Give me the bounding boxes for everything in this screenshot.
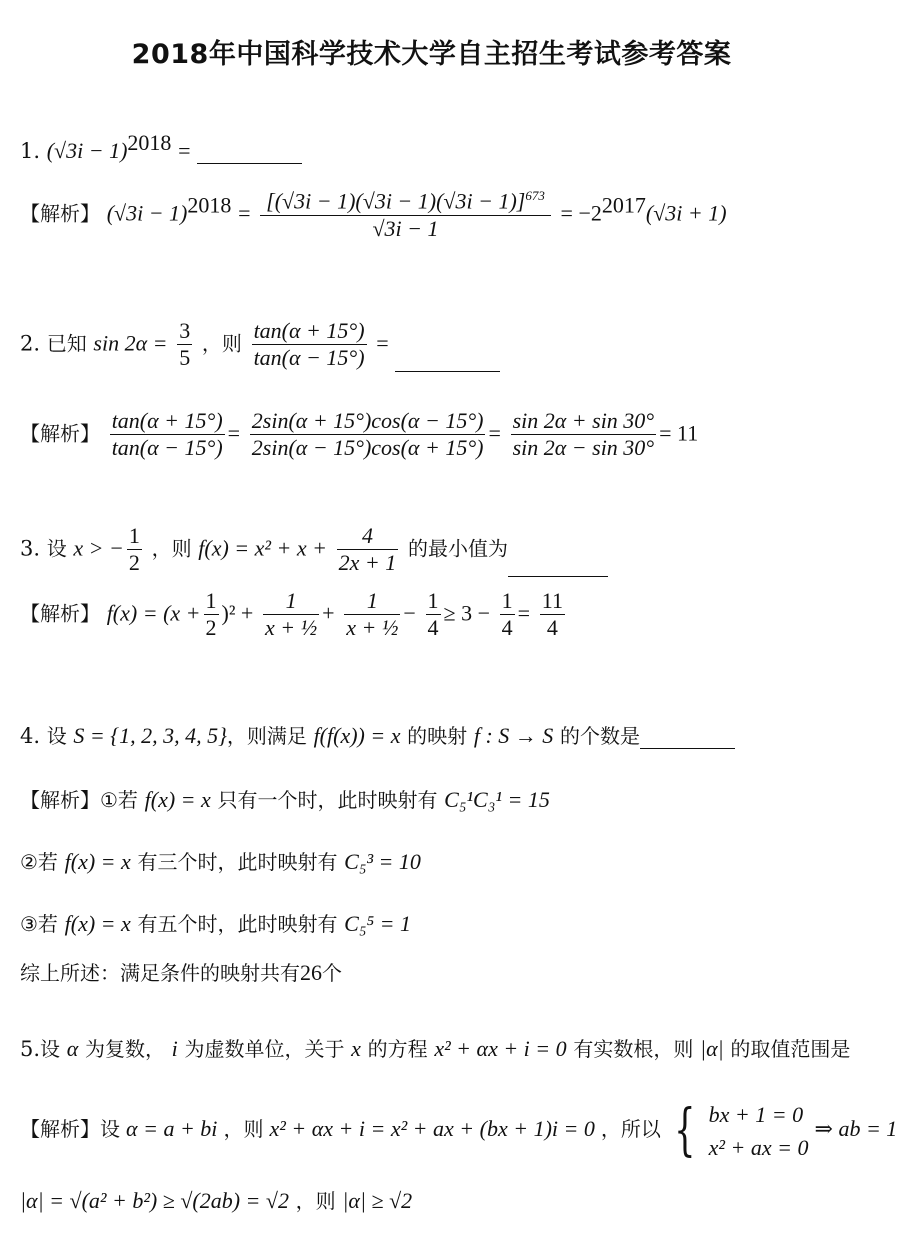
math-expression: (√3i + 1) [645, 200, 727, 226]
solution-4-summary [20, 957, 342, 986]
numerator: 1 [263, 588, 319, 615]
text: 的个数是 [559, 724, 640, 748]
denominator: 4 [501, 615, 513, 641]
math-expression: |α| = √(a² + b²) ≥ √(2ab) = √2 [20, 1188, 289, 1213]
numerator: 1 [426, 588, 441, 615]
text: 综上所述：满足条件的映射共有 [20, 961, 300, 985]
question-3 [20, 523, 608, 577]
text: ，则 [201, 331, 242, 356]
fraction [540, 588, 565, 642]
page-title: 2018年中国科学技术大学自主招生考试参考答案 [131, 39, 732, 70]
numerator: 2sin(α + 15°)cos(α − 15°) [250, 408, 486, 435]
text: ①若 [100, 788, 138, 812]
numerator: tan(α + 15°) [110, 408, 225, 435]
math-expression: x [351, 1036, 361, 1061]
system-equation: bx + 1 = 0 [708, 1102, 804, 1127]
denominator: 2 [128, 550, 140, 576]
brace-icon: { [674, 1098, 696, 1163]
text: ，则 [295, 1189, 336, 1213]
denominator: sin 2α − sin 30° [512, 435, 655, 461]
answer-blank [197, 163, 302, 164]
denominator: tan(α − 15°) [253, 345, 365, 371]
math-expression: f(x) = x [64, 849, 131, 874]
question-number: 2. [20, 331, 41, 356]
math-expression: x² + αx + i = x² + ax + (bx + 1)i = 0 [269, 1116, 595, 1141]
numerator: 3 [177, 318, 192, 345]
fraction [127, 523, 142, 577]
question-number: 4. [20, 724, 41, 748]
math-expression: f(f(x)) = x [313, 723, 401, 748]
denominator: tan(α − 15°) [111, 435, 223, 461]
math-expression: C₅³ = 10 [344, 849, 421, 874]
denominator: x + ½ [265, 615, 318, 641]
text: 的方程 [367, 1037, 428, 1061]
question-number: 5. [20, 1037, 41, 1061]
fraction [250, 408, 486, 462]
text: 的映射 [407, 724, 468, 748]
math-expression: = −2 [560, 200, 602, 226]
fraction [260, 188, 551, 242]
denominator: √3i − 1 [372, 215, 439, 241]
numerator: 1 [127, 523, 142, 550]
fraction [500, 588, 515, 642]
analysis-tag: 【解析】 [20, 788, 100, 812]
fraction [426, 588, 441, 642]
fraction [344, 588, 400, 642]
text: 为复数， [84, 1037, 165, 1061]
math-expression: |α| [700, 1036, 724, 1061]
math-expression: f(x) = x [144, 787, 211, 812]
math-expression: x² + αx + i = 0 [434, 1036, 567, 1061]
fraction [263, 588, 319, 642]
analysis-tag: 【解析】 [20, 1117, 100, 1141]
numerator: tan(α + 15°) [252, 318, 367, 345]
fraction: $\frac{1}{2}$ [205, 588, 217, 641]
text: ，则 [151, 536, 192, 561]
text: 设 [46, 724, 67, 748]
solution-4-line-1 [20, 784, 550, 813]
question-5 [20, 1033, 850, 1062]
text: ，则满足 [226, 724, 307, 748]
text: 设 [100, 1117, 120, 1141]
answer-blank [640, 748, 735, 749]
denominator: 4 [427, 615, 439, 641]
question-2: 2. 已知 sin 2α = $\frac{3}{5}$ ，则 $\frac{\tan(\alpha + 15^\circ)}{\tan(\alpha - 15^\circ)}$ = [20, 318, 500, 372]
solution-4-line-3 [20, 908, 411, 937]
equals: = [178, 138, 191, 163]
denominator: x + ½ [346, 615, 399, 641]
numerator: 11 [540, 588, 565, 615]
text: 设 [40, 1037, 61, 1061]
solution-1: 【解析】 $(√3i - 1)^{2018}$ = $\frac{[(√3i - 1)(√3i - 1)(√3i - 1)]^{673}}{√3i - 1}$ = $-2^{2017}(√3i + 1)$ [20, 188, 727, 241]
exponent: 2018 [187, 192, 232, 218]
numerator: 1 [500, 588, 515, 615]
math-expression: C₅¹C₃¹ = 15 [444, 787, 550, 812]
fraction [511, 408, 657, 462]
math-expression: f(x) = x² + x + [198, 535, 327, 561]
text: 为虚数单位，关于 [184, 1037, 345, 1061]
math-expression: sin 2α = [93, 330, 168, 356]
fraction [252, 318, 367, 372]
math-expression: i [171, 1036, 178, 1061]
text: ③若 [20, 912, 58, 936]
math-expression: f(x) = (x + [106, 600, 201, 626]
analysis-tag: 【解析】 [20, 421, 100, 446]
text: 个 [322, 961, 342, 985]
denominator: 5 [179, 345, 191, 371]
solution-4-line-2 [20, 846, 421, 875]
question-number: 1. [20, 139, 41, 163]
equation-system [667, 1098, 809, 1164]
exponent: 2017 [601, 192, 646, 218]
text: 只有一个时，此时映射有 [217, 788, 438, 812]
text: 的取值范围是 [730, 1037, 851, 1061]
math-expression: f : S → S [473, 723, 554, 748]
math-expression: α [66, 1036, 79, 1061]
solution-5 [20, 1098, 897, 1164]
answer-blank [508, 576, 608, 577]
question-1 [20, 130, 302, 164]
math-expression: f(x) = x [64, 911, 131, 936]
analysis-tag: 【解析】 [20, 601, 100, 626]
denominator: 4 [546, 615, 558, 641]
fraction [337, 523, 399, 577]
math-expression: α = a + bi [126, 1116, 218, 1141]
text: 有三个时，此时映射有 [137, 850, 338, 874]
math-expression: (√3i − 1) [106, 200, 188, 226]
math-expression: ≥ 3 − [443, 600, 490, 626]
text: ②若 [20, 850, 58, 874]
numerator: 1 [344, 588, 400, 615]
analysis-tag: 【解析】 [20, 201, 100, 226]
text: 设 [46, 536, 67, 561]
fraction [177, 318, 192, 372]
fraction [110, 408, 225, 462]
text: ，所以 [600, 1117, 661, 1141]
solution-3: 【解析】 f(x) = (x + $\frac{1}{2}$ )² + $\frac{1}{\text{x + ½}}$ + $\frac{1}{\text{x + ½}}$ − $\frac{1}{4}$ ≥ 3 − $\frac{1}{4}$ = $\frac{11}{4}$ [20, 588, 563, 641]
text: 有五个时，此时映射有 [137, 912, 338, 936]
math-expression: S = {1, 2, 3, 4, 5} [73, 723, 227, 748]
numerator: [(√3i − 1)(√3i − 1)(√3i − 1)] [266, 188, 526, 214]
math-expression: )² + [221, 600, 254, 626]
answer-blank [395, 371, 500, 372]
math-expression: x > − [73, 535, 124, 561]
system-equation: x² + ax = 0 [708, 1135, 809, 1160]
result: 26 [300, 960, 322, 985]
question-number: 3. [20, 536, 41, 561]
math-expression: (√3i − 1) [46, 138, 128, 163]
exponent: 673 [525, 188, 545, 203]
result: |α| ≥ √2 [342, 1188, 413, 1213]
numerator: sin 2α + sin 30° [511, 408, 657, 435]
math-expression: C₅⁵ = 1 [344, 911, 411, 936]
numerator: 4 [337, 523, 399, 550]
math-expression: ⇒ ab = 1 [814, 1116, 897, 1141]
solution-5-final [20, 1185, 412, 1214]
denominator: 2x + 1 [338, 550, 397, 576]
solution-2: 【解析】 $\frac{\tan(\alpha + 15^\circ)}{\tan(\alpha - 15^\circ)}$ = $\frac{2\sin(\alpha + 15^\circ)\cos(\alpha - 15^\circ)}{2\sin(\alpha - 15^\circ)\cos(\alpha + 15^\circ)}$ = $\frac{\sin 2\alpha + \sin 30^\circ}{\sin 2\alpha - \sin 30^\circ}$ = 11 [20, 408, 699, 461]
exponent: 2018 [127, 130, 172, 155]
denominator: 2sin(α − 15°)cos(α + 15°) [251, 435, 484, 461]
text: 的最小值为 [407, 536, 508, 561]
question-4 [20, 720, 735, 749]
text: 有实数根，则 [573, 1037, 694, 1061]
text: 已知 [46, 331, 87, 356]
text: ，则 [223, 1117, 264, 1141]
result: = 11 [659, 420, 699, 446]
